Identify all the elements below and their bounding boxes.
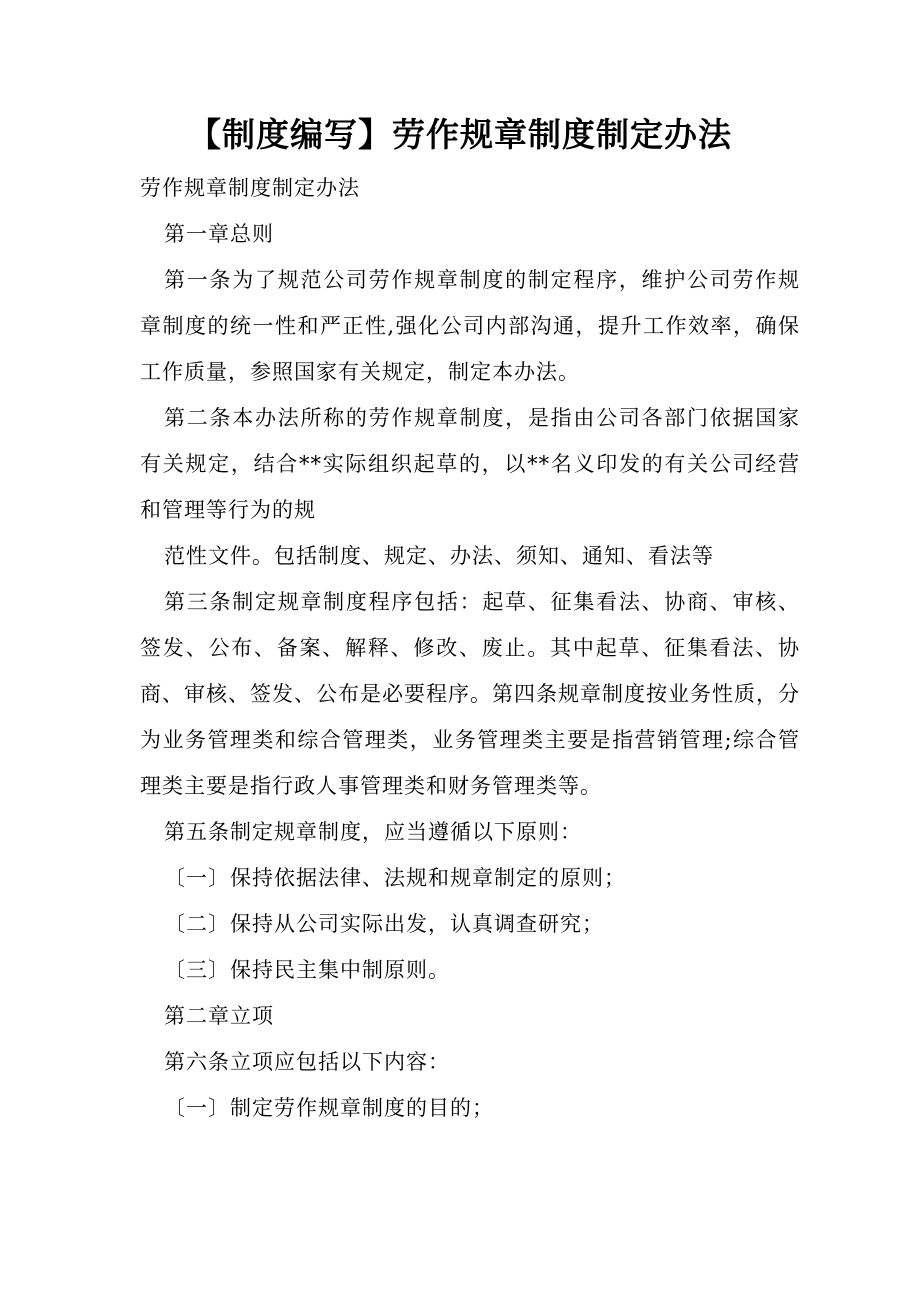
chapter-heading: 第一章总则 — [164, 222, 274, 246]
document-body — [140, 165, 800, 1131]
list-item: 〔三〕保持民主集中制原则。 — [164, 958, 450, 982]
article-paragraph: 第一条为了规范公司劳作规章制度的制定程序，维护公司劳作规章制度的统一性和严正性,强化公司内部沟通，提升工作效率，确保工作质量，参照国家有关规定，制定本办法。 — [140, 268, 800, 384]
article-paragraph: 范性文件。包括制度、规定、办法、须知、通知、看法等 — [164, 544, 714, 568]
chapter-heading: 第二章立项 — [164, 1004, 274, 1028]
document-subtitle: 劳作规章制度制定办法 — [140, 176, 360, 200]
list-item: 〔二〕保持从公司实际出发，认真调查研究； — [164, 912, 604, 936]
article-paragraph: 第二条本办法所称的劳作规章制度，是指由公司各部门依据国家有关规定，结合**实际组织起草的，以**名义印发的有关公司经营和管理等行为的规 — [140, 406, 800, 522]
article-paragraph: 第三条制定规章制度程序包括：起草、征集看法、协商、审核、签发、公布、备案、解释、修改、废止。其中起草、征集看法、协商、审核、签发、公布是必要程序。第四条规章制度按业务性质，分为业务管理类和综合管理类，业务管理类主要是指营销管理;综合管理类主要是指行政人事管理类和财务管理类等。 — [140, 590, 800, 798]
list-item: 〔一〕制定劳作规章制度的目的； — [164, 1096, 494, 1120]
list-item: 〔一〕保持依据法律、法规和规章制定的原则； — [164, 866, 626, 890]
document-title: 【制度编写】劳作规章制度制定办法 — [188, 115, 732, 154]
article-paragraph: 第五条制定规章制度，应当遵循以下原则： — [164, 820, 582, 844]
article-paragraph: 第六条立项应包括以下内容： — [164, 1050, 450, 1074]
